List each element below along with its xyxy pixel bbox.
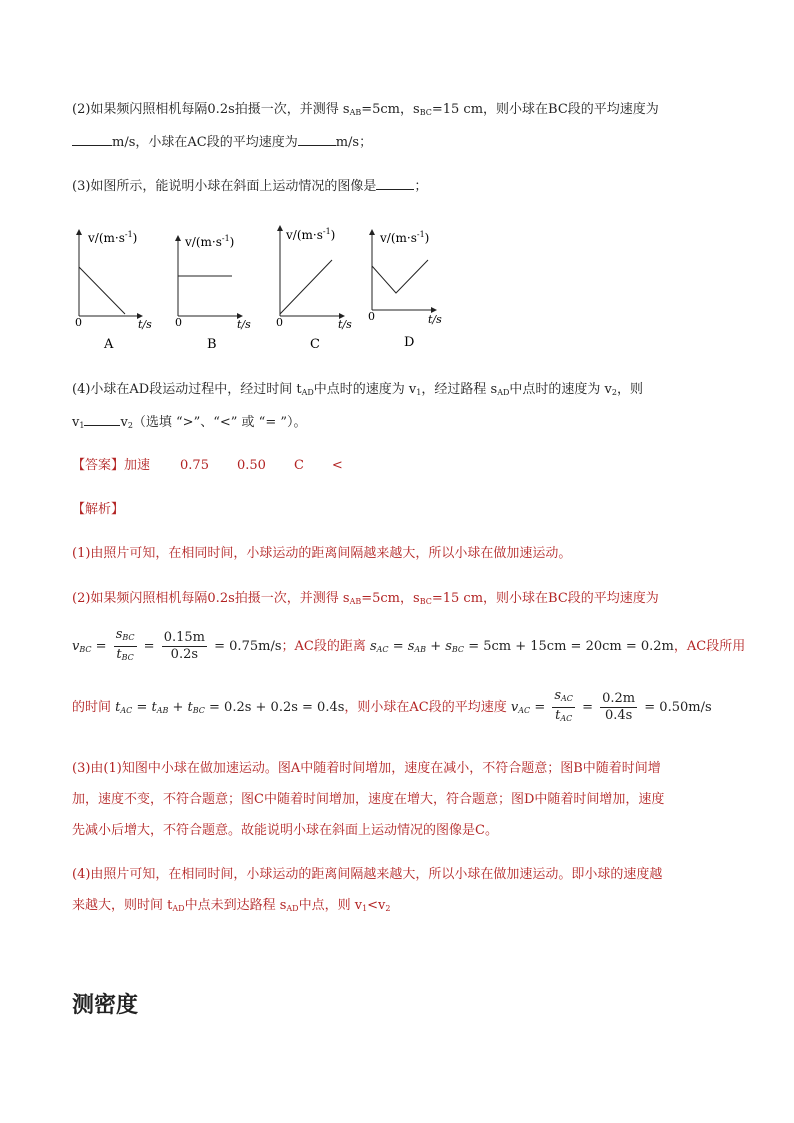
analysis-p3-line1: (3)由(1)知图中小球在做加速运动。图A中随着时间增加，速度在减小，不符合题意；图B中随着时间增 [72, 761, 661, 776]
graph-b-xlabel: t/s [237, 318, 251, 331]
graph-c-line [280, 260, 332, 314]
analysis-p1: (1)由照片可知，在相同时间，小球运动的距离间隔越来越大，所以小球在做加速运动。 [72, 546, 572, 561]
answer-item: < [331, 458, 343, 473]
graphs-figure [0, 220, 794, 355]
graph-d-origin: 0 [368, 310, 375, 323]
answer-blank[interactable] [84, 413, 120, 426]
q4-line2: $v_1$ $v_2$（选填 “>”、“<” 或 “= ”）。 [72, 415, 307, 430]
graph-c [276, 227, 352, 352]
graph-b-origin: 0 [175, 316, 182, 329]
analysis-p4-line1: (4)由照片可知，在相同时间，小球运动的距离间隔越来越大，所以小球在做加速运动。即小球的速度越 [72, 867, 663, 882]
analysis-p2-line1: (2)如果频闪照相机每隔0.2s拍摄一次，并测得 $s_{AB}=5cm$，$s_{BC}=15$ cm，则小球在BC段的平均速度为 [72, 591, 659, 606]
graph-c-ylabel: $v/(m\cdot s^{-1})$ [286, 227, 336, 242]
graph-d-xlabel: t/s [428, 313, 442, 326]
answer-blank[interactable] [376, 177, 414, 190]
graph-d-line [372, 260, 428, 293]
graph-a-label: A [104, 337, 114, 352]
analysis-p3-line2: 加，速度不变，不符合题意；图C中随着时间增加，速度在增大，符合题意；图D中随着时间增加，速度 [72, 792, 665, 807]
graph-c-xlabel: t/s [338, 318, 352, 331]
graph-d [368, 230, 442, 350]
graph-b-ylabel: $v/(m\cdot s^{-1})$ [185, 234, 235, 249]
analysis-formula-line2: 的时间 $t_{AC} = t_{AB} + t_{BC} = 0.2s + 0.2s = 0.4s$，则小球在AC段的平均速度 $v_{AC}$ = $\frac{s_{AC}}{t_{AC}}$ = $\frac{0.2m}{0.4s}$ = 0.50m/s [72, 688, 712, 723]
q4-line1: (4)小球在AD段运动过程中，经过时间 $t_{AD}$中点时的速度为 $v_1$，经过路程 $s_{AD}$中点时的速度为 $v_2$，则 [72, 382, 643, 397]
answer-item: 加速 [124, 458, 151, 473]
graph-a-ylabel: $v/(m\cdot s^{-1})$ [88, 230, 138, 245]
graph-c-origin: 0 [276, 316, 283, 329]
analysis-label: 【解析】 [72, 502, 125, 517]
graph-d-ylabel: $v/(m\cdot s^{-1})$ [380, 230, 430, 245]
graph-a-origin: 0 [75, 316, 82, 329]
graph-a-xlabel: t/s [138, 318, 152, 331]
graph-a [75, 230, 152, 352]
graph-a-line [79, 267, 125, 314]
analysis-p4-line2: 来越大，则时间 $t_{AD}$中点未到达路程 $s_{AD}$中点，则 $v_1<v_2$ [72, 898, 391, 913]
q3-text: (3)如图所示，能说明小球在斜面上运动情况的图像是 ； [72, 179, 428, 194]
section-heading: 测密度 [72, 992, 139, 1018]
q2-line1: (2)如果频闪照相机每隔0.2s拍摄一次，并测得 $s_{AB}=5cm$，$s_{BC}=15$ cm，则小球在BC段的平均速度为 [72, 102, 659, 117]
graph-b-label: B [207, 337, 217, 352]
graph-b [175, 234, 251, 352]
analysis-formula-line1: $v_{BC}$ = $\frac{s_{BC}}{t_{BC}}$ = $\frac{0.15m}{0.2s}$ = 0.75m/s；AC段的距离 $s_{AC} = s_{AB} + s_{BC} = 5cm + 15cm = 20cm = 0.2m$，AC段所用 [72, 627, 746, 662]
analysis-p3-line3: 先减小后增大，不符合题意。故能说明小球在斜面上运动情况的图像是C。 [72, 823, 498, 838]
answer-item: C [293, 458, 304, 473]
answer-blank[interactable] [298, 133, 336, 146]
answer-label: 【答案】 [72, 458, 125, 473]
answer-item: 0.50 [236, 458, 266, 473]
answer-item: 0.75 [180, 458, 209, 473]
answer-blank[interactable] [72, 133, 112, 146]
q2-line2: m/s，小球在AC段的平均速度为 m/s； [72, 133, 372, 152]
graph-d-label: D [404, 335, 415, 350]
graph-c-label: C [310, 337, 320, 352]
answer-line [72, 457, 343, 475]
